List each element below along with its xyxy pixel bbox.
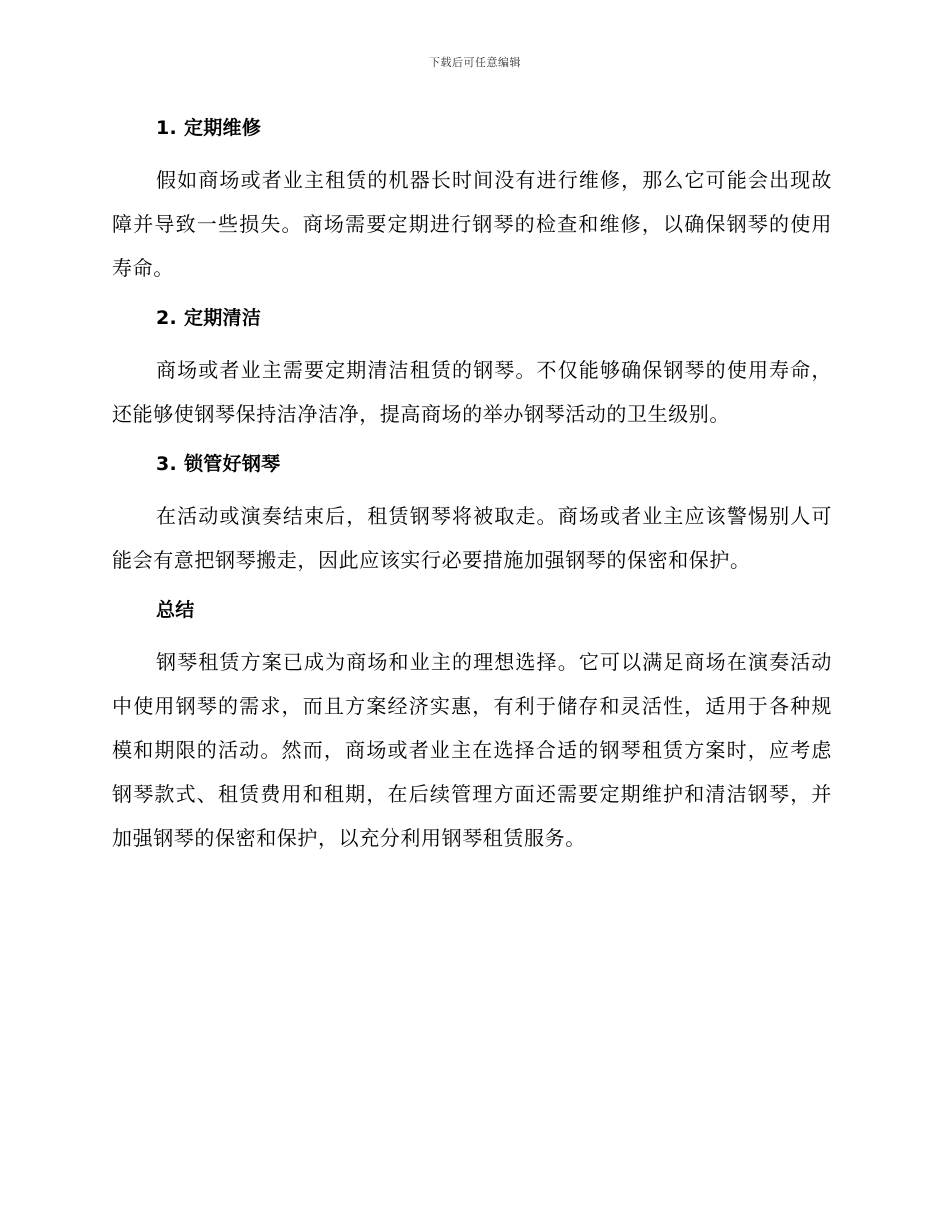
section-heading-cleaning: 2. 定期清洁 — [156, 307, 262, 329]
section-heading-maintenance: 1. 定期维修 — [156, 117, 262, 139]
section-body-security: 在活动或演奏结束后，租赁钢琴将被取走。商场或者业主应该警惕别人可能会有意把钢琴搬走，因此应该实行必要措施加强钢琴的保密和保护。 — [112, 504, 832, 572]
section-body-maintenance: 假如商场或者业主租赁的机器长时间没有进行维修，那么它可能会出现故障并导致一些损失。商场需要定期进行钢琴的检查和维修，以确保钢琴的使用寿命。 — [112, 168, 832, 280]
section-heading-security: 3. 锁管好钢琴 — [156, 453, 281, 475]
section-body-summary: 钢琴租赁方案已成为商场和业主的理想选择。它可以满足商场在演奏活动中使用钢琴的需求，而且方案经济实惠，有利于储存和灵活性，适用于各种规模和期限的活动。然而，商场或者业主在选择合适的钢琴租赁方案时，应考虑钢琴款式、租赁费用和租期，在后续管理方面还需要定期维护和清洁钢琴，并加强钢琴的保密和保护，以充分利用钢琴租赁服务。 — [112, 650, 832, 850]
section-body-cleaning: 商场或者业主需要定期清洁租赁的钢琴。不仅能够确保钢琴的使用寿命，还能够使钢琴保持洁净洁净，提高商场的举办钢琴活动的卫生级别。 — [112, 358, 832, 426]
section-heading-summary: 总结 — [156, 599, 195, 621]
document-body — [112, 112, 832, 860]
header-note: 下载后可任意编辑 — [429, 56, 521, 69]
